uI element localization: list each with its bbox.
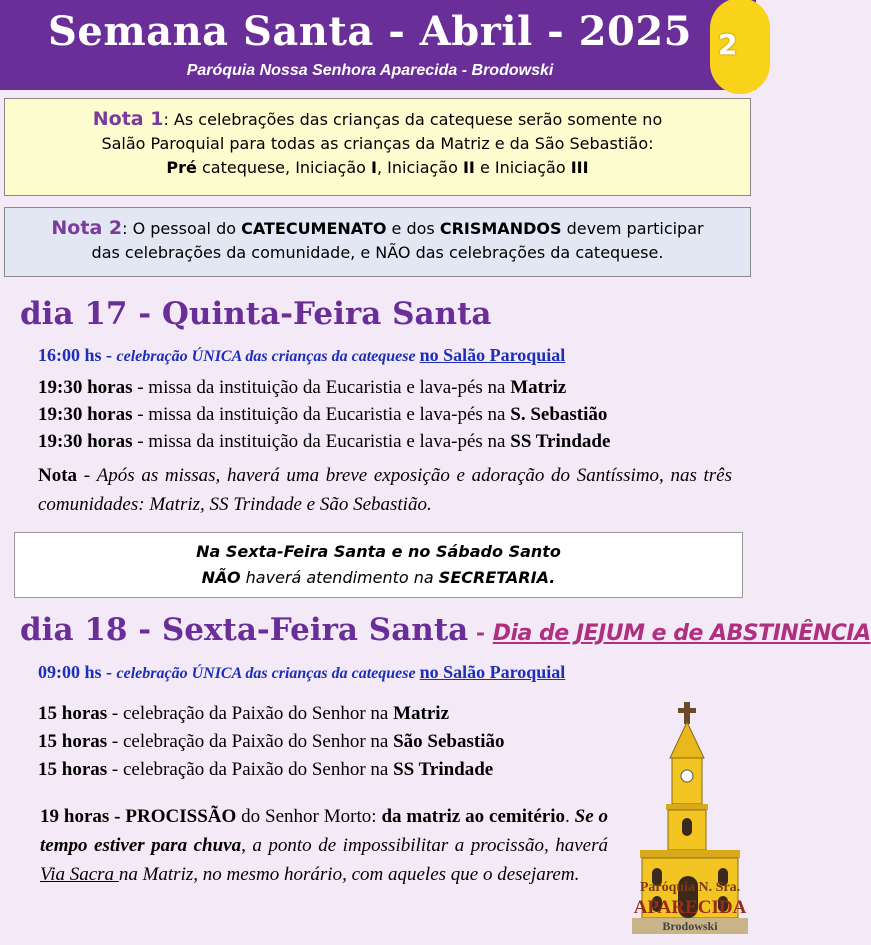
day-17-item: 19:30 horas - missa da instituição da Eucaristia e lava-pés na Matriz xyxy=(38,377,567,398)
day-17-catequese-line: 16:00 hs - celebração ÚNICA das crianças da catequese no Salão Paroquial xyxy=(38,345,566,365)
nota-1-line2: Salão Paroquial para todas as crianças da Matriz e da São Sebastião: xyxy=(101,134,654,153)
nota-1-line1: : As celebrações das crianças da catequese serão somente no xyxy=(163,110,663,129)
salao-paroquial-link: no Salão Paroquial xyxy=(419,662,566,682)
nota-2-box: Nota 2: O pessoal do CATECUMENATO e dos CRISMANDOS devem participar das celebrações da comunidade, e NÃO das celebrações da catequese. xyxy=(4,207,751,277)
page-number-badge xyxy=(710,0,770,94)
day-17-item: 19:30 horas - missa da instituição da Eucaristia e lava-pés na SS Trindade xyxy=(38,431,611,452)
day-18-item: 15 horas - celebração da Paixão do Senhor na São Sebastião xyxy=(38,731,505,752)
nota-2-label: Nota 2 xyxy=(51,217,123,239)
day-18-heading: dia 18 - Sexta-Feira Santa - Dia de JEJUM e de ABSTINÊNCIA xyxy=(20,612,871,648)
page-title: Semana Santa - Abril - 2025 xyxy=(48,8,692,55)
procissao-paragraph: 19 horas - PROCISSÃO do Senhor Morto: da matriz ao cemitério. Se o tempo estiver para chuva, a ponto de impossibilitar a procissão, haverá Via Sacra na Matriz, no mesmo horário, com aqueles que o desejarem. xyxy=(40,806,609,885)
page-subtitle: Paróquia Nossa Senhora Aparecida - Brodowski xyxy=(186,62,554,79)
church-caption-line3: Brodowski xyxy=(662,919,718,933)
salao-paroquial-link: no Salão Paroquial xyxy=(419,345,566,365)
secretaria-notice: Na Sexta-Feira Santa e no Sábado Santo NÃO haverá atendimento na SECRETARIA. xyxy=(14,532,743,598)
day-17-item: 19:30 horas - missa da instituição da Eucaristia e lava-pés na S. Sebastião xyxy=(38,404,608,425)
nota-1-label: Nota 1 xyxy=(92,108,164,130)
page-header xyxy=(0,0,756,90)
day-18-item: 15 horas - celebração da Paixão do Senhor na Matriz xyxy=(38,703,449,724)
day-17-nota: Nota - Após as missas, haverá uma breve exposição e adoração do Santíssimo, nas três comunidades: Matriz, SS Trindade e São Sebastião. xyxy=(38,465,732,515)
page-number: 2 xyxy=(718,28,738,61)
day-18-catequese-line: 09:00 hs - celebração ÚNICA das crianças da catequese no Salão Paroquial xyxy=(38,662,566,682)
day-18-item: 15 horas - celebração da Paixão do Senhor na SS Trindade xyxy=(38,759,494,780)
nota-2-line2: das celebrações da comunidade, e NÃO das celebrações da catequese. xyxy=(91,243,664,262)
nota-1-box xyxy=(4,98,751,196)
jejum-notice: Dia de JEJUM e de ABSTINÊNCIA xyxy=(492,621,871,646)
nota-1-line3: Pré catequese, Iniciação I, Iniciação II e Iniciação III xyxy=(166,158,589,177)
day-17-heading: dia 17 - Quinta-Feira Santa xyxy=(20,296,492,332)
church-caption-line2: APARECIDA xyxy=(633,897,747,918)
church-caption-line1: Paróquia N. Sra. xyxy=(639,880,741,895)
